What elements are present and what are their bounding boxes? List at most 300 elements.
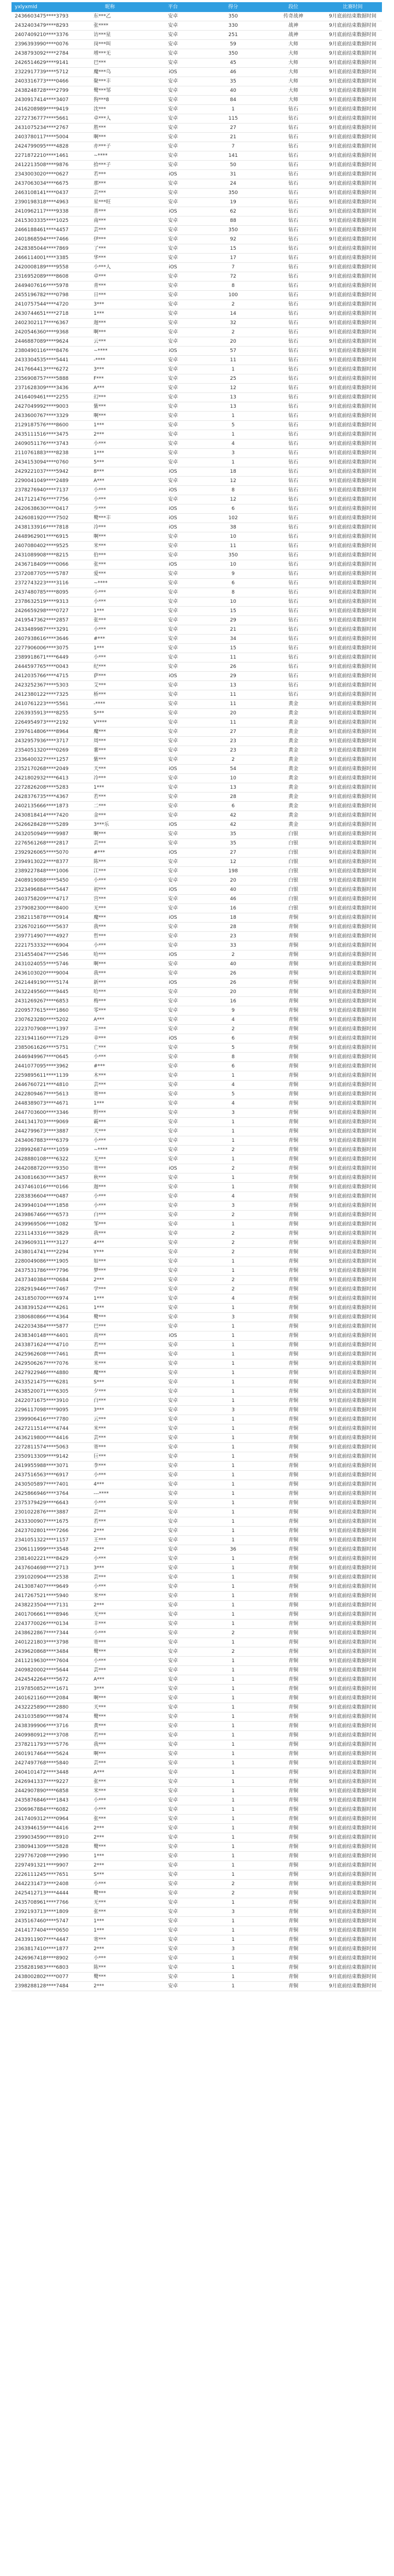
score-cell: 350 [203, 551, 263, 560]
platform-cell: iOS [143, 848, 203, 858]
score-cell: 1 [203, 1266, 263, 1276]
platform-cell: iOS [143, 486, 203, 495]
score-cell: 11 [203, 700, 263, 709]
table-row [11, 1071, 382, 1081]
nickname-cell: 啊*** [77, 412, 143, 421]
rank-cell: 钻石 [263, 393, 323, 402]
rank-cell: 青铜 [263, 1081, 323, 1090]
score-cell: 1 [203, 1396, 263, 1406]
player-id-cell: 2371628309****3436 [11, 384, 77, 393]
nickname-cell: 哈*** [77, 988, 143, 997]
score-cell: 1 [203, 105, 263, 114]
score-cell: 10 [203, 774, 263, 783]
platform-cell: 安卓 [143, 681, 203, 690]
table-row [11, 309, 382, 319]
table-row [11, 802, 382, 811]
match-time-cell: 9月底前结束数据时间 [323, 1341, 382, 1350]
match-time-cell: 9月底前结束数据时间 [323, 1954, 382, 1963]
match-time-cell: 9月底前结束数据时间 [323, 1276, 382, 1285]
platform-cell: 安卓 [143, 1350, 203, 1359]
nickname-cell: 野*** [77, 1108, 143, 1118]
platform-cell: 安卓 [143, 1220, 203, 1229]
match-time-cell: 9月底前结束数据时间 [323, 913, 382, 923]
rank-cell: 钻石 [263, 207, 323, 216]
nickname-cell: 哈*** [77, 950, 143, 960]
rank-cell: 钻石 [263, 486, 323, 495]
score-cell: 29 [203, 672, 263, 681]
player-id-cell: 2446887089****9624 [11, 337, 77, 347]
table-row [11, 430, 382, 439]
nickname-cell: 无*** [77, 904, 143, 913]
player-id-cell: 2420008189****9558 [11, 263, 77, 272]
table-row [11, 1322, 382, 1331]
nickname-cell: 亦***子 [77, 142, 143, 151]
rank-cell: 钻石 [263, 430, 323, 439]
table-row [11, 1062, 382, 1071]
player-id-cell: 2431269267****6853 [11, 997, 77, 1006]
match-time-cell: 9月底前结束数据时间 [323, 1768, 382, 1777]
table-row [11, 1908, 382, 1917]
player-id-cell: 2437604698****2713 [11, 1564, 77, 1573]
table-row [11, 1889, 382, 1898]
nickname-cell: 3***乐 [77, 820, 143, 830]
score-cell: 1 [203, 1443, 263, 1452]
match-time-cell: 9月底前结束数据时间 [323, 1703, 382, 1712]
match-time-cell: 9月底前结束数据时间 [323, 1777, 382, 1787]
table-row [11, 1081, 382, 1090]
match-time-cell: 9月底前结束数据时间 [323, 1731, 382, 1740]
match-time-cell: 9月底前结束数据时间 [323, 1313, 382, 1322]
platform-cell: 安卓 [143, 1545, 203, 1554]
nickname-cell: 1*** [77, 783, 143, 793]
nickname-cell: 啊*** [77, 133, 143, 142]
match-time-cell: 9月底前结束数据时间 [323, 514, 382, 523]
player-id-cell: 2412213508****9876 [11, 161, 77, 170]
platform-cell: 安卓 [143, 690, 203, 700]
platform-cell: 安卓 [143, 1276, 203, 1285]
rank-cell: 钻石 [263, 263, 323, 272]
table-row [11, 1396, 382, 1406]
rank-cell: 钻石 [263, 495, 323, 504]
nickname-cell: 张*** [77, 1777, 143, 1787]
player-id-cell: 2352170268****2049 [11, 765, 77, 774]
match-time-cell: 9月底前结束数据时间 [323, 960, 382, 969]
match-time-cell: 9月底前结束数据时间 [323, 1164, 382, 1173]
rank-cell: 青铜 [263, 1331, 323, 1341]
nickname-cell: 我*** [77, 969, 143, 978]
score-cell: 2 [203, 950, 263, 960]
table-row [11, 1434, 382, 1443]
platform-cell: 安卓 [143, 1861, 203, 1870]
table-row [11, 1462, 382, 1471]
platform-cell: 安卓 [143, 811, 203, 820]
table-row [11, 1053, 382, 1062]
platform-cell: iOS [143, 765, 203, 774]
rank-cell: 青铜 [263, 1099, 323, 1108]
platform-cell: 安卓 [143, 1452, 203, 1462]
nickname-cell: 3*** [77, 300, 143, 309]
player-id-cell: 2436603475****3793 [11, 12, 77, 21]
match-time-cell: 9月底前结束数据时间 [323, 1805, 382, 1815]
player-id-cell: 2314554047****2546 [11, 950, 77, 960]
table-row [11, 662, 382, 672]
nickname-cell: 5*** [77, 458, 143, 467]
rank-cell: 青铜 [263, 1034, 323, 1043]
player-id-cell: 2389227848****1006 [11, 867, 77, 876]
platform-cell: 安卓 [143, 774, 203, 783]
player-id-cell: 2466114001****3385 [11, 254, 77, 263]
nickname-cell: 张*** [77, 1908, 143, 1917]
table-row [11, 1675, 382, 1685]
table-row [11, 1499, 382, 1508]
rank-cell: 钻石 [263, 504, 323, 514]
match-time-cell: 9月底前结束数据时间 [323, 1016, 382, 1025]
rank-cell: 青铜 [263, 1043, 323, 1053]
score-cell: 15 [203, 607, 263, 616]
rank-cell: 青铜 [263, 1824, 323, 1833]
score-cell: 36 [203, 1545, 263, 1554]
nickname-cell: 芸*** [77, 1508, 143, 1517]
match-time-cell: 9月底前结束数据时间 [323, 1396, 382, 1406]
table-row [11, 1211, 382, 1220]
table-row [11, 988, 382, 997]
rank-cell: 钻石 [263, 625, 323, 635]
player-id-cell: 2243770026****0134 [11, 1619, 77, 1629]
table-row [11, 1146, 382, 1155]
platform-cell: 安卓 [143, 198, 203, 207]
score-cell: 1 [203, 1257, 263, 1266]
table-row [11, 941, 382, 950]
nickname-cell: 1*** [77, 607, 143, 616]
table-row [11, 105, 382, 114]
match-time-cell: 9月底前结束数据时间 [323, 635, 382, 644]
rank-cell: 青铜 [263, 969, 323, 978]
platform-cell: 安卓 [143, 1424, 203, 1434]
player-id-cell: 2380490116****8476 [11, 347, 77, 356]
nickname-cell: 张*** [77, 560, 143, 570]
match-time-cell: 9月底前结束数据时间 [323, 1870, 382, 1880]
player-id-cell: 2444597765****0043 [11, 662, 77, 672]
rank-cell: 青铜 [263, 1220, 323, 1229]
match-time-cell: 9月底前结束数据时间 [323, 1750, 382, 1759]
player-id-cell: 2463108141****0437 [11, 189, 77, 198]
match-time-cell: 9月底前结束数据时间 [323, 1081, 382, 1090]
match-time-cell: 9月底前结束数据时间 [323, 904, 382, 913]
score-cell: 1 [203, 1517, 263, 1527]
table-row [11, 1926, 382, 1935]
table-row [11, 848, 382, 858]
rank-cell: 大师 [263, 86, 323, 96]
table-row [11, 681, 382, 690]
table-row [11, 1192, 382, 1201]
score-cell: 1 [203, 1638, 263, 1647]
table-row [11, 374, 382, 384]
player-id-cell: 2438793092****2784 [11, 49, 77, 58]
player-id-cell: 2390198318****4963 [11, 198, 77, 207]
rank-cell: 青铜 [263, 1629, 323, 1638]
table-row [11, 1740, 382, 1750]
player-id-cell: 2446949967****0645 [11, 1053, 77, 1062]
table-row [11, 356, 382, 365]
match-time-cell: 9月底前结束数据时间 [323, 1499, 382, 1508]
nickname-cell: 小*** [77, 1471, 143, 1480]
platform-cell: 安卓 [143, 755, 203, 765]
score-cell: 6 [203, 504, 263, 514]
score-cell: 26 [203, 978, 263, 988]
platform-cell: 安卓 [143, 142, 203, 151]
rank-cell: 大师 [263, 77, 323, 86]
match-time-cell: 9月底前结束数据时间 [323, 1266, 382, 1276]
platform-cell: 安卓 [143, 133, 203, 142]
rank-cell: 青铜 [263, 1266, 323, 1276]
platform-cell: iOS [143, 672, 203, 681]
match-time-cell: 9月底前结束数据时间 [323, 1545, 382, 1554]
match-time-cell: 9月底前结束数据时间 [323, 1350, 382, 1359]
nickname-cell: 1*** [77, 1852, 143, 1861]
nickname-cell: 啊*** [77, 328, 143, 337]
player-id-cell: 2429506267****7076 [11, 1359, 77, 1369]
match-time-cell: 9月底前结束数据时间 [323, 1229, 382, 1239]
match-time-cell: 9月底前结束数据时间 [323, 1722, 382, 1731]
match-time-cell: 9月底前结束数据时间 [323, 1006, 382, 1016]
nickname-cell: 梦*** [77, 1266, 143, 1276]
platform-cell: 安卓 [143, 328, 203, 337]
score-cell: 4 [203, 1294, 263, 1304]
rank-cell: 钻石 [263, 635, 323, 644]
match-time-cell: 9月底前结束数据时间 [323, 588, 382, 597]
match-time-cell: 9月底前结束数据时间 [323, 151, 382, 161]
match-time-cell: 9月底前结束数据时间 [323, 1034, 382, 1043]
table-row [11, 950, 382, 960]
score-cell: 1 [203, 1136, 263, 1146]
player-id-cell: 2408919088****5450 [11, 876, 77, 885]
table-row [11, 793, 382, 802]
nickname-cell: 桥*** [77, 690, 143, 700]
table-row [11, 774, 382, 783]
player-id-cell: 2336400327****1257 [11, 755, 77, 765]
column-header-time: 比赛时间 [343, 4, 363, 10]
rank-cell: 钻石 [263, 114, 323, 124]
platform-cell: 安卓 [143, 1406, 203, 1415]
rank-cell: 钻石 [263, 347, 323, 356]
player-id-cell: 2363817410****1877 [11, 1945, 77, 1954]
match-time-cell: 9月底前结束数据时间 [323, 616, 382, 625]
nickname-cell: 无*** [77, 1155, 143, 1164]
platform-cell: 安卓 [143, 244, 203, 254]
match-time-cell: 9月底前结束数据时间 [323, 727, 382, 737]
nickname-cell: 无*** [77, 1610, 143, 1619]
nickname-cell: 我*** [77, 1229, 143, 1239]
platform-cell: 安卓 [143, 430, 203, 439]
score-cell: 16 [203, 904, 263, 913]
match-time-cell: 9月底前结束数据时间 [323, 1471, 382, 1480]
rank-cell: 黄金 [263, 709, 323, 718]
match-time-cell: 9月底前结束数据时间 [323, 1536, 382, 1545]
nickname-cell: 小*** [77, 1657, 143, 1666]
match-time-cell: 9月底前结束数据时间 [323, 235, 382, 244]
score-cell: 6 [203, 1034, 263, 1043]
score-cell: 3 [203, 1201, 263, 1211]
player-id-cell: 2277906006****3075 [11, 644, 77, 653]
nickname-cell: 2*** [77, 1982, 143, 1991]
rank-cell: 钻石 [263, 607, 323, 616]
platform-cell: 安卓 [143, 31, 203, 40]
nickname-cell: #*** [77, 635, 143, 644]
table-row [11, 1508, 382, 1517]
table-row [11, 1369, 382, 1378]
rank-cell: 青铜 [263, 1434, 323, 1443]
rank-cell: 白银 [263, 858, 323, 867]
match-time-cell: 9月底前结束数据时间 [323, 1062, 382, 1071]
rank-cell: 青铜 [263, 1248, 323, 1257]
rank-cell: 黄金 [263, 820, 323, 830]
platform-cell: iOS [143, 978, 203, 988]
match-time-cell: 9月底前结束数据时间 [323, 1898, 382, 1908]
player-id-cell: 2394913022****8377 [11, 858, 77, 867]
score-cell: 46 [203, 895, 263, 904]
player-id-cell: 2438223504****7131 [11, 1601, 77, 1610]
score-cell: 1 [203, 1861, 263, 1870]
rank-cell: 青铜 [263, 1499, 323, 1508]
platform-cell: iOS [143, 820, 203, 830]
match-time-cell: 9月底前结束数据时间 [323, 1406, 382, 1415]
table-row [11, 1471, 382, 1480]
player-id-cell: 2397714907****4927 [11, 932, 77, 941]
table-row [11, 1536, 382, 1545]
table-row [11, 1489, 382, 1499]
match-time-cell: 9月底前结束数据时间 [323, 1787, 382, 1796]
rank-cell: 青铜 [263, 1508, 323, 1517]
match-time-cell: 9月底前结束数据时间 [323, 597, 382, 607]
nickname-cell: 张*** [77, 616, 143, 625]
platform-cell: 安卓 [143, 1666, 203, 1675]
score-cell: 1 [203, 1071, 263, 1081]
table-row [11, 1331, 382, 1341]
rank-cell: 青铜 [263, 1257, 323, 1266]
table-row [11, 709, 382, 718]
platform-cell: 安卓 [143, 616, 203, 625]
score-cell: 350 [203, 226, 263, 235]
player-id-cell: 2448962901****6915 [11, 532, 77, 542]
player-id-cell: 2419547362****2857 [11, 616, 77, 625]
table-row [11, 960, 382, 969]
match-time-cell: 9月底前结束数据时间 [323, 867, 382, 876]
table-row [11, 272, 382, 281]
player-id-cell: 2431850700****6974 [11, 1294, 77, 1304]
match-time-cell: 9月底前结束数据时间 [323, 1053, 382, 1062]
nickname-cell: 小*** [77, 1796, 143, 1805]
table-row [11, 328, 382, 337]
rank-cell: 青铜 [263, 1852, 323, 1861]
score-cell: 23 [203, 932, 263, 941]
score-cell: 1 [203, 1359, 263, 1369]
rank-cell: 钻石 [263, 560, 323, 570]
rank-cell: 钻石 [263, 597, 323, 607]
column-header-id: yxlyxmId [15, 4, 37, 10]
nickname-cell: 小***人 [77, 263, 143, 272]
nickname-cell: 我*** [77, 1740, 143, 1750]
match-time-cell: 9月底前结束数据时间 [323, 1982, 382, 1991]
nickname-cell: A*** [77, 1016, 143, 1025]
table-row [11, 319, 382, 328]
platform-cell: 安卓 [143, 1722, 203, 1731]
match-time-cell: 9月底前结束数据时间 [323, 997, 382, 1006]
table-row [11, 625, 382, 635]
nickname-cell: ~**** [77, 1146, 143, 1155]
rank-cell: 青铜 [263, 1108, 323, 1118]
nickname-cell: Y*** [77, 1248, 143, 1257]
table-row [11, 1610, 382, 1619]
score-cell: 1 [203, 1722, 263, 1731]
match-time-cell: 9月底前结束数据时间 [323, 31, 382, 40]
rank-cell: 青铜 [263, 1536, 323, 1545]
score-cell: 2 [203, 1629, 263, 1638]
nickname-cell: 白*** [77, 1211, 143, 1220]
match-time-cell: 9月底前结束数据时间 [323, 1619, 382, 1629]
nickname-cell: 云*** [77, 1415, 143, 1424]
match-time-cell: 9月底前结束数据时间 [323, 1824, 382, 1833]
nickname-cell: 聚***丰 [77, 77, 143, 86]
table-row [11, 1973, 382, 1982]
table-row [11, 477, 382, 486]
rank-cell: 大师 [263, 58, 323, 68]
match-time-cell: 9月底前结束数据时间 [323, 1647, 382, 1657]
match-time-cell: 9月底前结束数据时间 [323, 49, 382, 58]
table-row [11, 1266, 382, 1276]
nickname-cell: 2*** [77, 1833, 143, 1842]
platform-cell: 安卓 [143, 77, 203, 86]
nickname-cell: 小*** [77, 625, 143, 635]
table-row [11, 867, 382, 876]
table-row [11, 1815, 382, 1824]
score-cell: 1 [203, 1740, 263, 1750]
match-time-cell: 9月底前结束数据时间 [323, 932, 382, 941]
rank-cell: 青铜 [263, 1378, 323, 1387]
player-id-cell: 2307623280****5202 [11, 1016, 77, 1025]
player-id-cell: 2420638630****0417 [11, 504, 77, 514]
nickname-cell: 纪*** [77, 662, 143, 672]
rank-cell: 青铜 [263, 1833, 323, 1842]
table-row [11, 1183, 382, 1192]
match-time-cell: 9月底前结束数据时间 [323, 384, 382, 393]
platform-cell: 安卓 [143, 1703, 203, 1712]
nickname-cell: 木*** [77, 1071, 143, 1081]
platform-cell: 安卓 [143, 58, 203, 68]
match-time-cell: 9月底前结束数据时间 [323, 1211, 382, 1220]
platform-cell: 安卓 [143, 1183, 203, 1192]
table-row [11, 607, 382, 616]
platform-cell: 安卓 [143, 700, 203, 709]
table-row [11, 1201, 382, 1211]
platform-cell: 安卓 [143, 1954, 203, 1963]
nickname-cell: 魔*** [77, 727, 143, 737]
platform-cell: 安卓 [143, 1889, 203, 1898]
player-id-cell: 2436219800****4416 [11, 1434, 77, 1443]
nickname-cell: 亡*** [77, 1043, 143, 1053]
nickname-cell: 小*** [77, 876, 143, 885]
table-row [11, 291, 382, 300]
platform-cell: 安卓 [143, 727, 203, 737]
platform-cell: 安卓 [143, 1396, 203, 1406]
player-id-cell: 2466188461****4457 [11, 226, 77, 235]
nickname-cell: 周*** [77, 737, 143, 746]
match-time-cell: 9月底前结束数据时间 [323, 170, 382, 179]
player-id-cell: 2397614806****8964 [11, 727, 77, 737]
rank-cell: 白银 [263, 848, 323, 858]
rank-cell: 青铜 [263, 1815, 323, 1824]
score-cell: 4 [203, 1016, 263, 1025]
platform-cell: 安卓 [143, 1796, 203, 1805]
